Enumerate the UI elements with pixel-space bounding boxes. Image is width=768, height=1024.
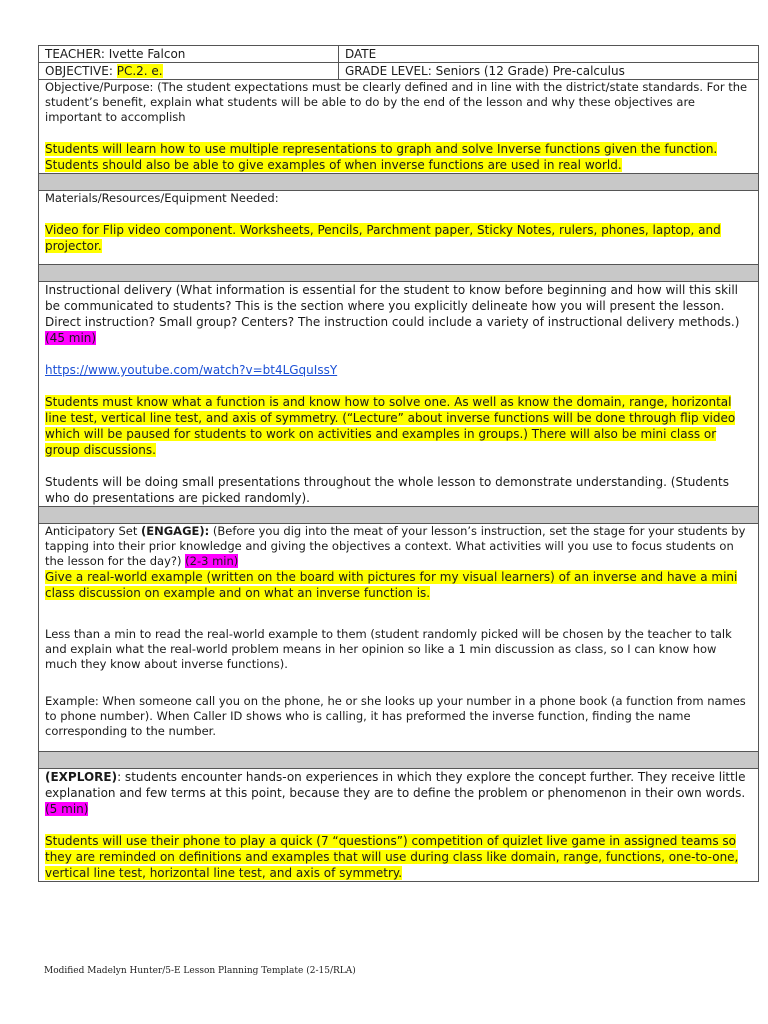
section-divider [39,752,759,769]
objective-code: PC.2. e. [116,64,163,78]
instruction-prompt: Instructional delivery (What information is essential for the student to know before beginning and how will this skill be communicated to students? This is the section where you explicitly delineate how you will present the lesson. Direct instruction? Small group? Centers? The instruction could include a variety of instructional delivery methods.) [45,283,740,329]
objective-section [39,80,759,174]
date-cell: DATE [339,46,759,63]
instruction-section [39,282,759,507]
explore-answer: Students will use their phone to play a quick (7 “questions”) competition of quizlet live game in assigned teams so they are reminded on definitions and examples that will use during class like domain, range, functions, one-to-one, vertical line test, horizontal line test, and axis of symmetry. [45,834,739,880]
section-divider [39,265,759,282]
engage-section [39,524,759,752]
section-divider [39,174,759,191]
explore-prompt: (EXPLORE): students encounter hands-on experiences in which they explore the concept further. They receive little explanation and few terms at this point, because they are to define the problem or phenomenon in their own words. (5 min) [45,770,746,816]
explore-section [39,769,759,882]
instruction-time: (45 min) [45,331,97,345]
instruction-answer: Students must know what a function is and know how to solve one. As well as know the domain, range, horizontal line test, vertical line test, and axis of symmetry. (“Lecture” about inverse functions will be done through flip video which will be paused for students to work on activities and examples in groups.) There will also be mini class or group discussions. [45,395,736,457]
section-divider [39,507,759,524]
header-row-2 [39,63,759,80]
lesson-plan-table [38,45,759,882]
materials-answer: Video for Flip video component. Worksheets, Pencils, Parchment paper, Sticky Notes, rulers, phones, laptop, and projector. [45,223,721,253]
explore-time: (5 min) [45,802,89,816]
materials-prompt: Materials/Resources/Equipment Needed: [45,191,279,205]
engage-time: (2-3 min) [185,554,239,568]
header-row-1 [39,46,759,63]
objective-prompt: Objective/Purpose: (The student expectations must be clearly defined and in line with the district/state standards. For the student’s benefit, explain what students will be able to do by the end of the lesson and why these objectives are important to accomplish [45,80,748,124]
grade-level-cell: GRADE LEVEL: Seniors (12 Grade) Pre-calculus [339,63,759,80]
objective-answer: Students will learn how to use multiple representations to graph and solve Inverse functions given the function. Students should also be able to give examples of when inverse functions are used in real world. [45,142,718,172]
video-link[interactable]: https://www.youtube.com/watch?v=bt4LGquIssY [45,363,338,377]
objective-cell: OBJECTIVE: PC.2. e. [39,63,339,80]
engage-note-2: Example: When someone call you on the phone, he or she looks up your number in a phone book (a function from names to phone number). When Caller ID shows who is calling, it has preformed the inverse function, finding the name corresponding to the number. [45,694,746,738]
teacher-cell: TEACHER: Ivette Falcon [39,46,339,63]
engage-answer: Give a real-world example (written on the board with pictures for my visual learners) of an inverse and have a mini class discussion on example and on what an inverse function is. [45,570,738,600]
engage-note-1: Less than a min to read the real-world example to them (student randomly picked will be chosen by the teacher to talk and explain what the real-world problem means in her opinion so like a 1 min discussion as class, so I can know how much they know about inverse functions). [45,627,732,671]
materials-section [39,191,759,265]
engage-prompt: Anticipatory Set (ENGAGE): (Before you dig into the meat of your lesson’s instruction, set the stage for your students by tapping into their prior knowledge and giving the objectives a context. What activities will you use to focus students on the lesson for the day?) (2-3 min) [45,524,746,568]
template-footer: Modified Madelyn Hunter/5-E Lesson Planning Template (2-15/RLA) [44,966,356,976]
instruction-note: Students will be doing small presentations throughout the whole lesson to demonstrate understanding. (Students who do presentations are picked randomly). [45,475,729,505]
